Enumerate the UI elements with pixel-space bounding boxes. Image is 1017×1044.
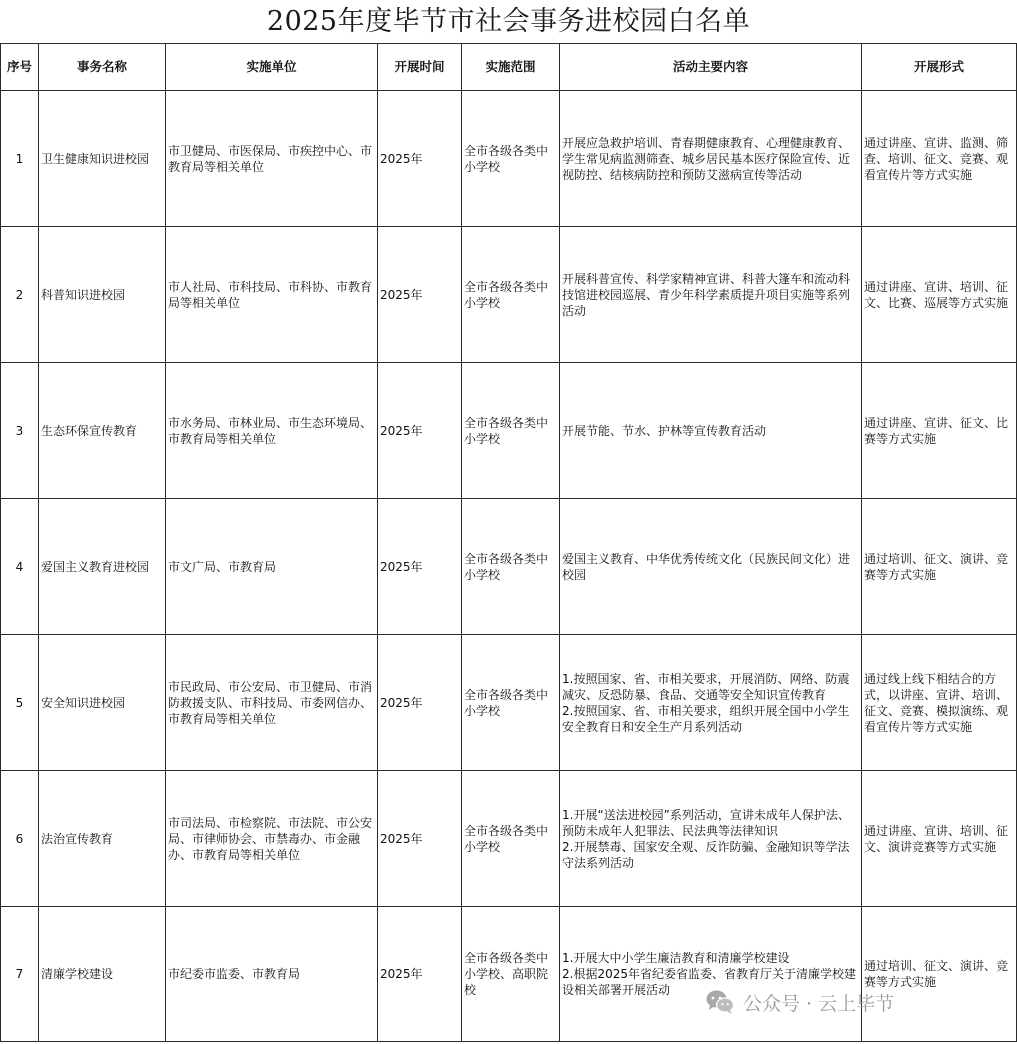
cell-name: 安全知识进校园 [39,635,166,771]
cell-scope: 全市各级各类中小学校 [462,227,560,363]
cell-no: 2 [1,227,39,363]
cell-scope: 全市各级各类中小学校 [462,635,560,771]
cell-time: 2025年 [378,363,462,499]
wechat-icon [705,989,735,1015]
cell-scope: 全市各级各类中小学校、高职院校 [462,907,560,1042]
cell-form: 通过讲座、宣讲、培训、征文、演讲竞赛等方式实施 [862,771,1017,907]
cell-form: 通过线上线下相结合的方式，以讲座、宣讲、培训、征文、竞赛、模拟演练、观看宣传片等方式实施 [862,635,1017,771]
cell-name: 爱国主义教育进校园 [39,499,166,635]
table-row [1,227,1017,363]
cell-time: 2025年 [378,907,462,1042]
cell-no: 6 [1,771,39,907]
cell-content: 开展应急救护培训、青春期健康教育、心理健康教育、学生常见病监测筛查、城乡居民基本医疗保险宣传、近视防控、结核病防控和预防艾滋病宣传等活动 [560,91,862,227]
header-no: 序号 [1,44,39,91]
whitelist-table [0,43,1017,1042]
cell-time: 2025年 [378,635,462,771]
cell-no: 1 [1,91,39,227]
cell-name: 卫生健康知识进校园 [39,91,166,227]
table-row [1,771,1017,907]
header-units: 实施单位 [166,44,378,91]
cell-form: 通过讲座、宣讲、培训、征文、比赛、巡展等方式实施 [862,227,1017,363]
cell-time: 2025年 [378,227,462,363]
cell-no: 5 [1,635,39,771]
cell-units: 市卫健局、市医保局、市疾控中心、市教育局等相关单位 [166,91,378,227]
cell-scope: 全市各级各类中小学校 [462,363,560,499]
table-row [1,363,1017,499]
cell-time: 2025年 [378,771,462,907]
cell-content: 1.按照国家、省、市相关要求，开展消防、网络、防震减灾、反恐防暴、食品、交通等安全知识宣传教育 2.按照国家、省、市相关要求，组织开展全国中小学生安全教育日和安全生产月系列活动 [560,635,862,771]
cell-units: 市人社局、市科技局、市科协、市教育局等相关单位 [166,227,378,363]
cell-no: 3 [1,363,39,499]
watermark-text: 公众号 · 云上毕节 [743,992,895,1015]
cell-time: 2025年 [378,91,462,227]
cell-name: 法治宣传教育 [39,771,166,907]
watermark [705,986,894,1018]
cell-form: 通过讲座、宣讲、监测、筛查、培训、征文、竞赛、观看宣传片等方式实施 [862,91,1017,227]
table-row [1,499,1017,635]
cell-form: 通过培训、征文、演讲、竞赛等方式实施 [862,499,1017,635]
cell-units: 市水务局、市林业局、市生态环境局、市教育局等相关单位 [166,363,378,499]
cell-scope: 全市各级各类中小学校 [462,771,560,907]
cell-units: 市民政局、市公安局、市卫健局、市消防救援支队、市科技局、市委网信办、市教育局等相关单位 [166,635,378,771]
cell-units: 市文广局、市教育局 [166,499,378,635]
cell-no: 4 [1,499,39,635]
cell-content: 开展科普宣传、科学家精神宣讲、科普大篷车和流动科技馆进校园巡展、青少年科学素质提升项目实施等系列活动 [560,227,862,363]
table-row [1,907,1017,1042]
page-title: 2025年度毕节市社会事务进校园白名单 [266,6,751,37]
cell-units: 市纪委市监委、市教育局 [166,907,378,1042]
header-name: 事务名称 [39,44,166,91]
cell-time: 2025年 [378,499,462,635]
table-header-row [1,44,1017,91]
cell-scope: 全市各级各类中小学校 [462,499,560,635]
cell-scope: 全市各级各类中小学校 [462,91,560,227]
cell-content: 开展节能、节水、护林等宣传教育活动 [560,363,862,499]
header-content: 活动主要内容 [560,44,862,91]
header-scope: 实施范围 [462,44,560,91]
cell-form: 通过讲座、宣讲、征文、比赛等方式实施 [862,363,1017,499]
cell-form: 通过培训、征文、演讲、竞赛等方式实施 [862,907,1017,1042]
cell-name: 科普知识进校园 [39,227,166,363]
cell-no: 7 [1,907,39,1042]
table-row [1,91,1017,227]
cell-content: 1.开展“送法进校园”系列活动，宣讲未成年人保护法、预防未成年人犯罪法、民法典等法律知识 2.开展禁毒、国家安全观、反诈防骗、金融知识等学法守法系列活动 [560,771,862,907]
cell-name: 生态环保宣传教育 [39,363,166,499]
cell-content: 1.开展大中小学生廉洁教育和清廉学校建设 2.根据2025年省纪委省监委、省教育厅关于清廉学校建设相关部署开展活动 [560,907,862,1042]
cell-name: 清廉学校建设 [39,907,166,1042]
cell-content: 爱国主义教育、中华优秀传统文化（民族民间文化）进校园 [560,499,862,635]
header-form: 开展形式 [862,44,1017,91]
cell-units: 市司法局、市检察院、市法院、市公安局、市律师协会、市禁毒办、市金融办、市教育局等相关单位 [166,771,378,907]
table-row [1,635,1017,771]
header-time: 开展时间 [378,44,462,91]
